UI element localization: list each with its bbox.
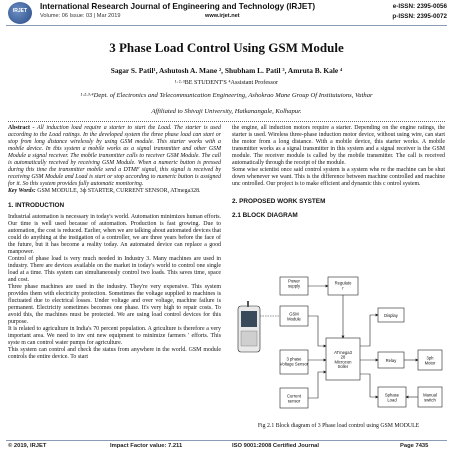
paper-authors: Sagar S. Patil¹, Ashutosh A. Mane ², Shubham L. Patil ³, Amruta B. Kale ⁴	[110, 66, 343, 75]
body-paragraph: Some wise scientist once said control system is a system whe re the machine can be shut down whenever we want. This is the difference between machine controlled and machine unc ontrolled. Our project is to make efficient and dynamic this c ontrol system.	[232, 167, 445, 187]
gsm-label: GSM Module	[287, 311, 301, 322]
intro-paragraph: Industrial automation is necessary in today's world. Automation minimizes human efforts. Our time is well used because of automation. Production is fast growing. Due to automation, the cost is reduced. Earlier, when we are talking about automated devices that could do anything at the instigation of a controller, we are three years before the face of the future, but it has become a reality today. An automated device can replace a good manpower.	[8, 214, 221, 255]
paper-title: 3 Phase Load Control Using GSM Module	[109, 40, 344, 55]
manual-switch-label: Manual switch	[423, 392, 437, 403]
right-column	[232, 125, 445, 224]
journal-title: International Research Journal of Engineering and Technology (IRJET)	[40, 2, 316, 11]
arrow	[360, 374, 378, 397]
footer-impact: Impact Factor value: 7.211	[110, 443, 183, 449]
abstract-label: Abstract -	[8, 125, 35, 131]
arrow	[308, 316, 326, 346]
intro-paragraph: Control of phase load is very much needed in Industry 3. Many machines are used in industry. There are devices available on the market in today's world to control one single load at a time. This system can simultaneously control two loads. This saves time, space and cost.	[8, 256, 221, 283]
footer-iso: ISO 9001:2008 Certified Journal	[232, 443, 319, 449]
mobile-phone-icon	[238, 301, 260, 352]
footer-page: Page 7435	[400, 443, 429, 449]
title-separator	[8, 121, 445, 122]
section-heading-introduction: 1. INTRODUCTION	[8, 202, 65, 209]
motor-label: 3ph Motor	[424, 355, 436, 366]
sphase-load-label: Sphase Load	[384, 392, 400, 403]
figure-caption: Fig 2.1 Block diagram of 3 Phase load control using GSM MODULE	[257, 423, 420, 429]
journal-header	[0, 0, 453, 28]
current-sensor-label: Current sensor	[287, 393, 301, 404]
voltage-sensor-label: 3 phase Voltage Sensor	[279, 356, 309, 367]
eissn: e-ISSN: 2395-0056	[392, 3, 447, 10]
author-affiliation: Affiliated to Shivaji University, Hatkanangale, Kolhapur.	[151, 108, 302, 115]
intro-paragraph: It is related to agriculture in India's 70 percent population. A griculture is therefore a very important area. We need to inv ent new equipment to minimize farmers ' efforts. This syste m can control water pumps for agriculture.	[8, 326, 221, 346]
arrow	[360, 315, 378, 346]
microcontroller-label: ATmega3 28 Microcon troller	[334, 349, 352, 370]
header-rule	[6, 25, 447, 26]
arrow	[308, 372, 326, 398]
left-column	[8, 125, 221, 361]
block-diagram	[232, 274, 445, 434]
section-heading-block-diagram: 2.1 BLOCK DIAGRAM	[232, 212, 298, 219]
keywords	[8, 188, 221, 195]
footer-rule	[6, 440, 447, 441]
intro-paragraph: This system can control and check the status from anywhere in the world. GSM module controls the entire device. To start	[8, 347, 221, 360]
author-department: ¹·²·³·⁴Dept. of Electronics and Telecommunication Engineering, Ashokrao Mane Group Of Institutuions, Vathar	[80, 92, 373, 99]
power-supply-label: Power supply	[287, 278, 301, 289]
irjet-logo-icon: IRJET	[8, 2, 32, 24]
regulator-label: Regulato r	[334, 280, 352, 291]
pissn: p-ISSN: 2395-0072	[392, 13, 447, 20]
keywords-text: GSM MODULE, 3ф STARTER, CURRENT SENSOR, ATmega328.	[37, 188, 201, 194]
journal-website: www.irjet.net	[205, 13, 240, 19]
intro-paragraph: Three phase machines are used in the industry. They're very expensive. This system provides them with electricity protection. Sometimes the voltage supplied to machines is fluctuated due to electrical losses. Under voltage and over voltage, machine failure is permanent. Electricity sometimes becomes one phase. It's very high to repair costs. To avoid this, the machines must be protected. We are using load control devices for this purpose.	[8, 284, 221, 325]
author-roles: ¹·²·³BE STUDENT'S ⁴Assistant Professor	[174, 79, 279, 86]
abstract-text: All induction load require a starter to start the Load. The starter is used according to the Load ratings. In the developed system the three phase load can start or stop from long distance wirelessly by using GSM module. This starter works with a mobile device. In this system a mobile works as a signal transmitter and other GSM Module a signal receiver. The mobile transmitter calls to receiver GSM Module. The call is automatically received by receiving GSM Module. When a numeric button is pressed during this time the transmitter mobile send a DTMF signal, this signal is received by receiving GSM Module and Load is start or stop according to numeric button is assigned for it. So this system provides fully automatic monitoring.	[8, 125, 221, 187]
footer-copyright: © 2019, IRJET	[8, 443, 47, 449]
section-heading-proposed: 2. PROPOSED WORK SYSTEM	[232, 198, 326, 205]
volume-issue: Volume: 06 Issue: 03 | Mar 2019	[40, 13, 121, 19]
display-label: Display	[384, 313, 398, 318]
body-paragraph: the engine, all induction motors require a starter. Depending on the engine ratings, the starter is used. Wireless three-phase induction motor device, without using wire, can start the motor from a long distance. With a mobile device, this starter works. A mobile transmitter works as a signal transmitter in this system and a signal receiver is the GSM module. The receiver module is called by the mobile transmitter. The call is received automatically through the receipt of the module.	[232, 125, 445, 166]
abstract	[8, 125, 221, 188]
relay-label: Relay	[385, 358, 397, 363]
keywords-label: Key Words:	[8, 188, 36, 194]
